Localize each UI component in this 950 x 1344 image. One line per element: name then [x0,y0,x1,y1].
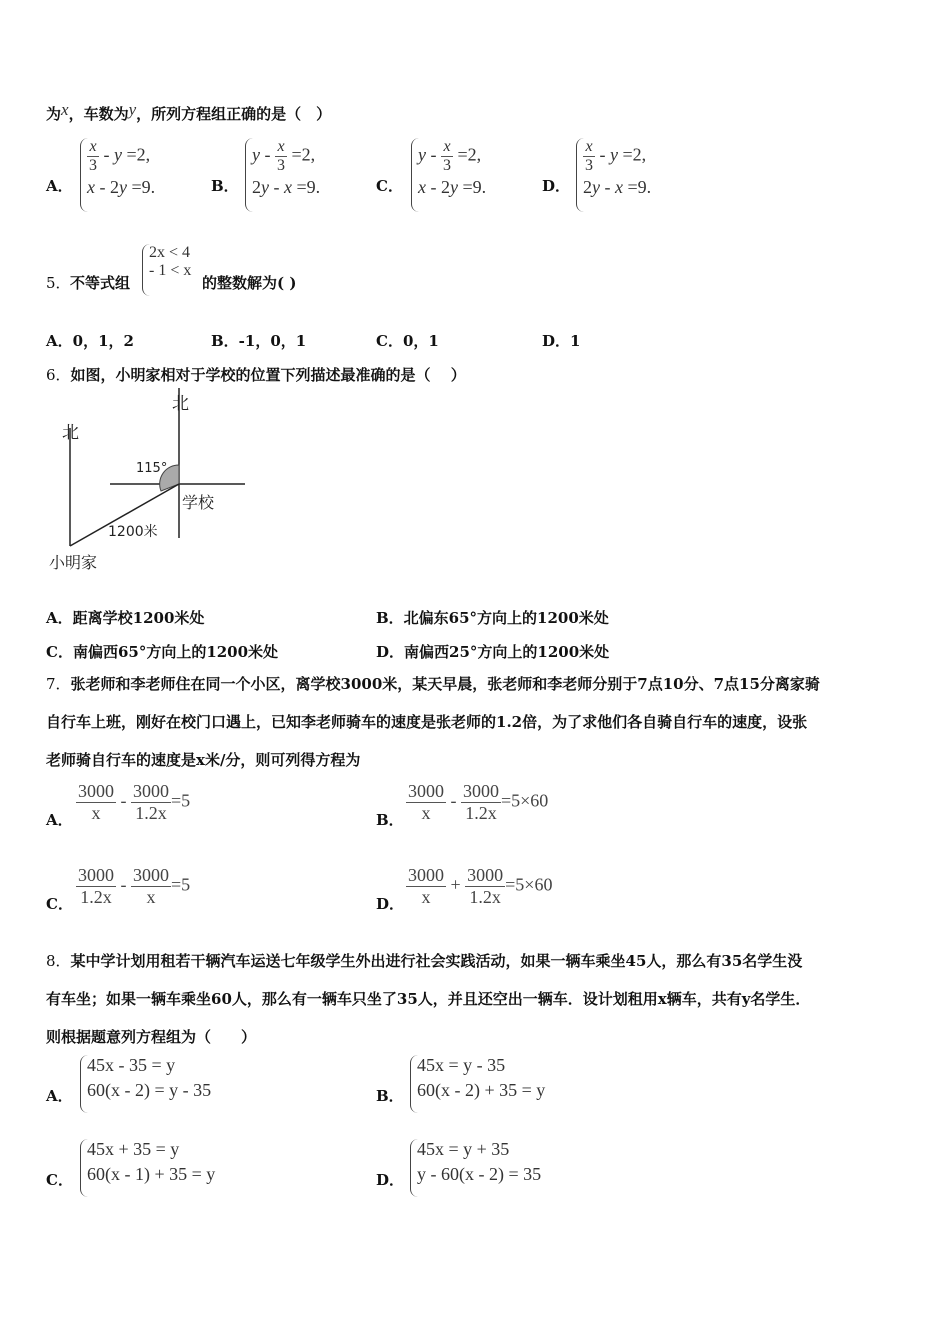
q7-option-d-expr: $\frac{3000}{x}$ + $\frac{3000}{1.2x}$ =5×60 [408,865,553,907]
q8-option-c-system [80,1139,215,1197]
q7-option-c-expr: $\frac{3000}{1.2x}$ - $\frac{3000}{x}$ =5 [78,865,191,907]
q6-stem: 6．如图，小明家相对于学校的位置下列描述最准确的是（ ） [46,366,466,384]
q4-option-c-label: C． [376,177,403,195]
q4-var-x: x [61,100,69,119]
q5-number: 5． [46,274,71,292]
q4-intro-a: 为 [46,105,62,123]
north-top-label: 北 [172,394,189,414]
q8-b-eq2: 60(x - 2) + 35 = y [417,1080,546,1100]
q5-option-a: A．0，1，2 [46,332,134,350]
q4-d-eq2: 2y - x =9. [583,177,652,197]
q6-option-c: C．南偏西65°方向上的1200米处 [46,643,279,661]
q8-a-eq1: 45x - 35 = y [87,1055,176,1075]
q4-intro-b: ，车数为 [68,105,129,123]
q8-option-b-system [410,1055,545,1113]
q8-option-a-system [80,1055,211,1113]
q4-c-eq2: x - 2y =9. [418,177,487,197]
q5-system [142,244,191,296]
q6-option-b: B．北偏东65°方向上的1200米处 [376,609,609,627]
q4-a-eq1: $\frac{x}{3}$ - y =2, [89,138,151,174]
q4-option-c-system [411,138,486,212]
q7-option-b-label: B． [376,811,404,829]
home-label: 小明家 [49,553,98,572]
q5-sys-eq1: 2x < 4 [149,244,191,261]
q7-option-b-expr: $\frac{3000}{x}$ - $\frac{3000}{1.2x}$ =5×60 [408,781,549,823]
q5-option-c: C．0，1 [376,332,439,350]
distance-label: 1200米 [108,524,158,540]
q8-d-eq1: 45x = y + 35 [417,1139,510,1159]
angle-label: 115° [136,461,168,476]
q4-b-eq2: 2y - x =9. [252,177,321,197]
q8-option-d-system [410,1139,541,1197]
q8-d-eq2: y - 60(x - 2) = 35 [417,1164,542,1184]
q4-option-a-system [80,138,155,212]
q8-option-c-label: C． [46,1171,73,1189]
q4-option-d-label: D． [542,177,571,195]
q4-option-a-label: A． [46,177,73,195]
q5-option-d: D．1 [542,332,581,350]
q7-option-c-label: C． [46,895,73,913]
q8-c-eq1: 45x + 35 = y [87,1139,180,1159]
q6-option-a: A．距离学校1200米处 [46,609,205,627]
q5-option-b: B．-1，0，1 [211,332,307,350]
q7-option-a-label: A． [46,811,73,829]
q6-option-d: D．南偏西25°方向上的1200米处 [376,643,610,661]
q4-c-eq1: y - $\frac{x}{3}$ =2, [418,138,482,174]
q8-stem: 8．某中学计划用租若干辆汽车运送七年级学生外出进行社会实践活动，如果一辆车乘坐45人，那么有35名学生没 有车坐；如果一辆车乘坐60人，那么有一辆车只坐了35人，并且还空出一辆车．设计划租用x辆车，共有y名学生． 则根据题意列方程组为（ ） [46,952,811,1046]
q4-option-d-system [576,138,651,212]
q7-option-d-label: D． [376,895,405,913]
q4-b-eq1: y - $\frac{x}{3}$ =2, [252,138,316,174]
school-label: 学校 [182,493,215,512]
q4-stem [46,100,331,124]
q4-a-eq2: x - 2y =9. [87,177,156,197]
north-left-label: 北 [62,423,79,443]
q4-option-b-label: B． [211,177,239,195]
q4-intro-c: ，所列方程组正确的是（ ） [136,105,332,123]
q4-d-eq1: $\frac{x}{3}$ - y =2, [585,138,647,174]
q5-stem-a: 不等式组 [70,274,131,292]
q6-figure [40,388,270,578]
q5-sys-eq2: - 1 < x [149,262,192,279]
q4-option-b-system [245,138,320,212]
q8-option-d-label: D． [376,1171,405,1189]
q8-a-eq2: 60(x - 2) = y - 35 [87,1080,212,1100]
q7-stem: 7．张老师和李老师住在同一个小区，离学校3000米，某天早晨，张老师和李老师分别于7点10分、7点15分离家骑 自行车上班，刚好在校门口遇上，已知李老师骑车的速度是张老师的1.2倍，为了求他们各自骑自行车的速度，设张 老师骑自行车的速度是x米/分，则可列得方程为 [46,675,820,769]
q5-stem-b: 的整数解为( ) [202,274,297,292]
q4-var-y: y [128,100,137,119]
q8-option-b-label: B． [376,1087,404,1105]
q8-option-a-label: A． [46,1087,73,1105]
q8-b-eq1: 45x = y - 35 [417,1055,506,1075]
q8-c-eq2: 60(x - 1) + 35 = y [87,1164,216,1184]
q7-option-a-expr: $\frac{3000}{x}$ - $\frac{3000}{1.2x}$ =5 [78,781,191,823]
